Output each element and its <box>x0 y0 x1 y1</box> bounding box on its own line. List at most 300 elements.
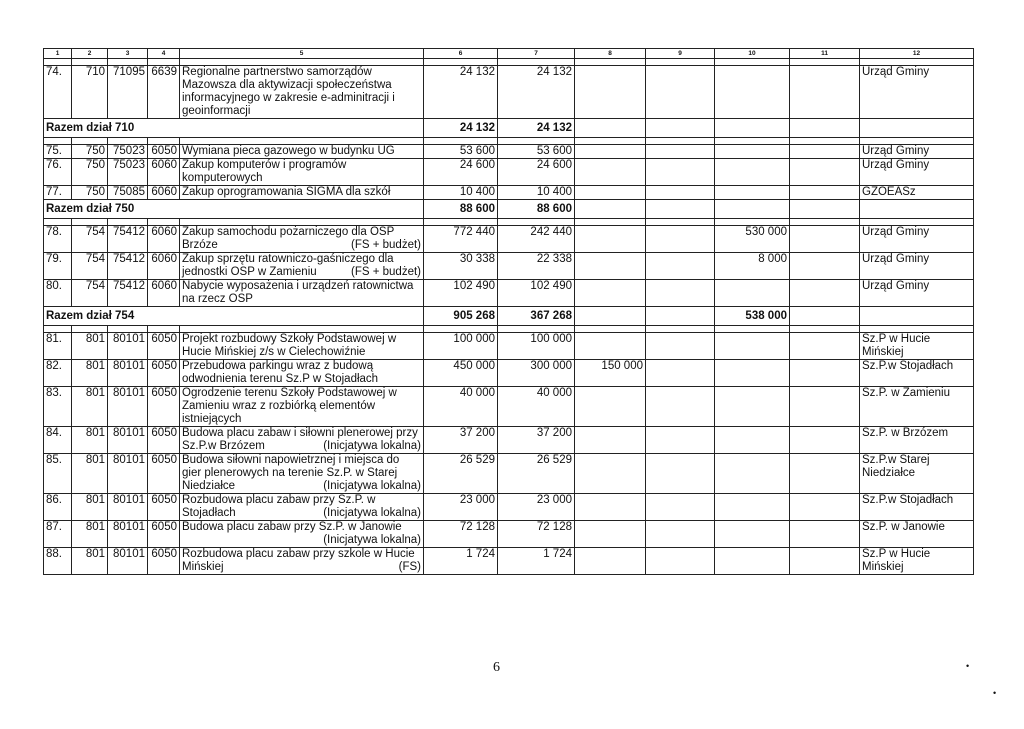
amount-col8 <box>575 145 646 159</box>
section-total-c9 <box>646 200 715 219</box>
table-row <box>44 226 974 253</box>
dot-mark: • <box>993 688 997 698</box>
rozdzial-cell: 80101 <box>108 454 148 494</box>
task-description <box>180 280 424 307</box>
amount-col9 <box>646 387 715 427</box>
column-number-header: 9 <box>646 49 715 59</box>
funding-note: (FS) <box>398 561 421 573</box>
amount-col8 <box>575 494 646 521</box>
amount-col9 <box>646 521 715 548</box>
paragraf-cell: 6639 <box>148 66 180 119</box>
row-lp: 84. <box>44 427 72 454</box>
paragraf-cell: 6050 <box>148 521 180 548</box>
amount-col8 <box>575 253 646 280</box>
spacer-cell <box>715 59 790 66</box>
section-total-col12 <box>860 307 974 326</box>
amount-col6: 72 128 <box>424 521 498 548</box>
amount-col7: 300 000 <box>498 360 575 387</box>
task-description <box>180 145 424 159</box>
table-row <box>44 548 974 575</box>
amount-col6: 23 000 <box>424 494 498 521</box>
dzial-cell: 750 <box>72 159 108 186</box>
spacer-cell <box>72 138 108 145</box>
task-description <box>180 226 424 253</box>
section-total-c9 <box>646 119 715 138</box>
spacer-cell <box>72 326 108 333</box>
column-number-header: 5 <box>180 49 424 59</box>
amount-col11 <box>790 66 860 119</box>
amount-col6: 450 000 <box>424 360 498 387</box>
paragraf-cell: 6050 <box>148 333 180 360</box>
dzial-cell: 801 <box>72 387 108 427</box>
rozdzial-cell: 75085 <box>108 186 148 200</box>
amount-col10 <box>715 494 790 521</box>
table-row <box>44 387 974 427</box>
section-total-c9 <box>646 307 715 326</box>
paragraf-cell: 6060 <box>148 253 180 280</box>
section-total-c6: 24 132 <box>424 119 498 138</box>
amount-col11 <box>790 521 860 548</box>
table-row <box>44 159 974 186</box>
section-total-c6: 88 600 <box>424 200 498 219</box>
spacer-cell <box>498 326 575 333</box>
rozdzial-cell: 71095 <box>108 66 148 119</box>
spacer-cell <box>108 326 148 333</box>
amount-col8 <box>575 226 646 253</box>
section-total-c8 <box>575 307 646 326</box>
responsible-unit: Urząd Gminy <box>860 159 974 186</box>
section-total-c7: 367 268 <box>498 307 575 326</box>
task-description <box>180 494 424 521</box>
spacer-cell <box>575 59 646 66</box>
row-lp: 87. <box>44 521 72 548</box>
amount-col11 <box>790 360 860 387</box>
amount-col6: 24 132 <box>424 66 498 119</box>
spacer-cell <box>108 219 148 226</box>
responsible-unit: Urząd Gminy <box>860 226 974 253</box>
column-number-header: 8 <box>575 49 646 59</box>
section-total-c8 <box>575 200 646 219</box>
amount-col9 <box>646 186 715 200</box>
spacer-cell <box>790 326 860 333</box>
dot-mark: • <box>966 661 970 671</box>
spacer-cell <box>44 219 72 226</box>
amount-col6: 30 338 <box>424 253 498 280</box>
rozdzial-cell: 80101 <box>108 333 148 360</box>
amount-col7: 242 440 <box>498 226 575 253</box>
dzial-cell: 801 <box>72 454 108 494</box>
amount-col9 <box>646 226 715 253</box>
amount-col11 <box>790 253 860 280</box>
amount-col10 <box>715 66 790 119</box>
amount-col6: 100 000 <box>424 333 498 360</box>
amount-col10 <box>715 145 790 159</box>
task-description-text: Regionalne partnerstwo samorządów Mazowsza dla aktywizacji społeczeństwa informacyjnego w zakresie e-adminitracji i geoinformacji <box>182 66 395 117</box>
section-total-c6: 905 268 <box>424 307 498 326</box>
amount-col9 <box>646 454 715 494</box>
funding-note: (Inicjatywa lokalna) <box>323 534 421 546</box>
rozdzial-cell: 75023 <box>108 159 148 186</box>
row-lp: 78. <box>44 226 72 253</box>
section-total-c10 <box>715 200 790 219</box>
section-total-label: Razem dział 710 <box>44 119 424 138</box>
spacer-cell <box>498 59 575 66</box>
table-row <box>44 427 974 454</box>
spacer-cell <box>148 138 180 145</box>
amount-col10 <box>715 333 790 360</box>
rozdzial-cell: 80101 <box>108 494 148 521</box>
amount-col8 <box>575 387 646 427</box>
amount-col7: 24 132 <box>498 66 575 119</box>
column-number-header: 7 <box>498 49 575 59</box>
row-lp: 77. <box>44 186 72 200</box>
dzial-cell: 801 <box>72 333 108 360</box>
amount-col6: 40 000 <box>424 387 498 427</box>
dzial-cell: 801 <box>72 360 108 387</box>
row-lp: 81. <box>44 333 72 360</box>
column-number-header: 4 <box>148 49 180 59</box>
section-total-row <box>44 307 974 326</box>
amount-col7: 102 490 <box>498 280 575 307</box>
amount-col8 <box>575 333 646 360</box>
spacer-cell <box>715 138 790 145</box>
rozdzial-cell: 80101 <box>108 548 148 575</box>
table-row <box>44 360 974 387</box>
responsible-unit: Sz.P. w Brzózem <box>860 427 974 454</box>
responsible-unit: Urząd Gminy <box>860 280 974 307</box>
amount-col8 <box>575 548 646 575</box>
spacer-cell <box>44 326 72 333</box>
dzial-cell: 754 <box>72 253 108 280</box>
amount-col11 <box>790 548 860 575</box>
row-lp: 76. <box>44 159 72 186</box>
section-total-col11 <box>790 119 860 138</box>
table-row <box>44 454 974 494</box>
responsible-unit: Urząd Gminy <box>860 253 974 280</box>
spacer-cell <box>860 326 974 333</box>
amount-col9 <box>646 494 715 521</box>
spacer-cell <box>180 326 424 333</box>
dzial-cell: 750 <box>72 186 108 200</box>
task-description <box>180 521 424 548</box>
spacer-cell <box>498 219 575 226</box>
section-total-c10 <box>715 119 790 138</box>
section-total-col12 <box>860 200 974 219</box>
task-description <box>180 66 424 119</box>
amount-col7: 72 128 <box>498 521 575 548</box>
table-row <box>44 186 974 200</box>
funding-note: (Inicjatywa lokalna) <box>323 440 421 452</box>
amount-col10: 530 000 <box>715 226 790 253</box>
row-lp: 74. <box>44 66 72 119</box>
amount-col8 <box>575 521 646 548</box>
amount-col9 <box>646 253 715 280</box>
task-description-text: Nabycie wyposażenia i urządzeń ratownictwa na rzecz OSP <box>182 280 414 305</box>
spacer-row <box>44 138 974 145</box>
amount-col7: 24 600 <box>498 159 575 186</box>
funding-note: (Inicjatywa lokalna) <box>323 480 421 492</box>
section-total-label: Razem dział 750 <box>44 200 424 219</box>
amount-col9 <box>646 548 715 575</box>
amount-col8 <box>575 159 646 186</box>
spacer-cell <box>148 326 180 333</box>
spacer-cell <box>424 138 498 145</box>
paragraf-cell: 6060 <box>148 186 180 200</box>
section-total-label: Razem dział 754 <box>44 307 424 326</box>
spacer-cell <box>646 326 715 333</box>
amount-col10 <box>715 186 790 200</box>
funding-note: (FS + budżet) <box>351 239 421 251</box>
paragraf-cell: 6060 <box>148 280 180 307</box>
amount-col11 <box>790 280 860 307</box>
spacer-cell <box>424 326 498 333</box>
amount-col8 <box>575 454 646 494</box>
spacer-cell <box>72 219 108 226</box>
table-row <box>44 280 974 307</box>
task-description-text: Projekt rozbudowy Szkoły Podstawowej w Hucie Mińskiej z/s w Cielechowiźnie <box>182 333 397 358</box>
task-description-text: Zakup sprzętu ratowniczo-gaśniczego dla jednostki OSP w Zamieniu <box>182 253 394 278</box>
amount-col7: 22 338 <box>498 253 575 280</box>
spacer-cell <box>860 59 974 66</box>
amount-col10 <box>715 360 790 387</box>
table-row <box>44 145 974 159</box>
spacer-cell <box>646 59 715 66</box>
spacer-cell <box>646 138 715 145</box>
column-number-header: 12 <box>860 49 974 59</box>
responsible-unit: GZOEASz <box>860 186 974 200</box>
spacer-cell <box>715 219 790 226</box>
paragraf-cell: 6050 <box>148 454 180 494</box>
spacer-cell <box>575 219 646 226</box>
amount-col8 <box>575 280 646 307</box>
spacer-cell <box>860 219 974 226</box>
spacer-cell <box>108 138 148 145</box>
header-row <box>44 49 974 59</box>
amount-col7: 26 529 <box>498 454 575 494</box>
section-total-col12 <box>860 119 974 138</box>
task-description-text: Rozbudowa placu zabaw przy szkole w Hucie Mińskiej <box>182 548 415 573</box>
amount-col6: 1 724 <box>424 548 498 575</box>
amount-col7: 40 000 <box>498 387 575 427</box>
amount-col6: 53 600 <box>424 145 498 159</box>
amount-col10 <box>715 427 790 454</box>
task-description <box>180 427 424 454</box>
dzial-cell: 801 <box>72 521 108 548</box>
responsible-unit: Urząd Gminy <box>860 145 974 159</box>
task-description-text: Budowa siłowni napowietrznej i miejsca do gier plenerowych na terenie Sz.P. w Starej Niedziałce <box>182 454 400 492</box>
task-description-text: Zakup komputerów i programów komputerowych <box>182 159 347 184</box>
section-total-row <box>44 119 974 138</box>
page-number: 6 <box>493 660 500 675</box>
amount-col11 <box>790 494 860 521</box>
spacer-cell <box>148 59 180 66</box>
spacer-cell <box>790 138 860 145</box>
task-description-text: Zakup oprogramowania SIGMA dla szkół <box>182 186 391 198</box>
responsible-unit: Sz.P.w Stojadłach <box>860 494 974 521</box>
amount-col6: 26 529 <box>424 454 498 494</box>
section-total-c8 <box>575 119 646 138</box>
amount-col6: 37 200 <box>424 427 498 454</box>
row-lp: 79. <box>44 253 72 280</box>
spacer-row <box>44 219 974 226</box>
spacer-row <box>44 326 974 333</box>
paragraf-cell: 6050 <box>148 145 180 159</box>
amount-col6: 24 600 <box>424 159 498 186</box>
spacer-cell <box>180 59 424 66</box>
paragraf-cell: 6050 <box>148 548 180 575</box>
column-number-header: 6 <box>424 49 498 59</box>
spacer-cell <box>424 219 498 226</box>
amount-col9 <box>646 145 715 159</box>
spacer-cell <box>44 138 72 145</box>
row-lp: 85. <box>44 454 72 494</box>
dzial-cell: 754 <box>72 226 108 253</box>
task-description <box>180 253 424 280</box>
responsible-unit: Urząd Gminy <box>860 66 974 119</box>
section-total-row <box>44 200 974 219</box>
column-number-header: 2 <box>72 49 108 59</box>
rozdzial-cell: 80101 <box>108 360 148 387</box>
responsible-unit: Sz.P.w Stojadłach <box>860 360 974 387</box>
spacer-cell <box>498 138 575 145</box>
task-description <box>180 548 424 575</box>
paragraf-cell: 6050 <box>148 494 180 521</box>
responsible-unit: Sz.P.w Starej Niedziałce <box>860 454 974 494</box>
amount-col7: 100 000 <box>498 333 575 360</box>
amount-col10 <box>715 280 790 307</box>
rozdzial-cell: 75023 <box>108 145 148 159</box>
task-description <box>180 186 424 200</box>
amount-col8: 150 000 <box>575 360 646 387</box>
funding-note: (Inicjatywa lokalna) <box>323 507 421 519</box>
amount-col11 <box>790 226 860 253</box>
spacer-cell <box>715 326 790 333</box>
rozdzial-cell: 80101 <box>108 521 148 548</box>
spacer-cell <box>72 59 108 66</box>
dzial-cell: 710 <box>72 66 108 119</box>
amount-col8 <box>575 66 646 119</box>
spacer-row <box>44 59 974 66</box>
column-number-header: 11 <box>790 49 860 59</box>
spacer-cell <box>108 59 148 66</box>
spacer-cell <box>790 219 860 226</box>
dzial-cell: 754 <box>72 280 108 307</box>
rozdzial-cell: 75412 <box>108 253 148 280</box>
table-row <box>44 494 974 521</box>
responsible-unit: Sz.P. w Zamieniu <box>860 387 974 427</box>
amount-col7: 37 200 <box>498 427 575 454</box>
amount-col7: 1 724 <box>498 548 575 575</box>
row-lp: 86. <box>44 494 72 521</box>
amount-col8 <box>575 186 646 200</box>
amount-col9 <box>646 427 715 454</box>
column-number-header: 10 <box>715 49 790 59</box>
paragraf-cell: 6060 <box>148 159 180 186</box>
spacer-cell <box>424 59 498 66</box>
column-number-header: 1 <box>44 49 72 59</box>
table-row <box>44 333 974 360</box>
spacer-cell <box>575 138 646 145</box>
amount-col9 <box>646 360 715 387</box>
table-row <box>44 66 974 119</box>
amount-col10 <box>715 159 790 186</box>
amount-col9 <box>646 159 715 186</box>
task-description-text: Zakup samochodu pożarniczego dla OSP Brzóze <box>182 226 395 251</box>
amount-col6: 102 490 <box>424 280 498 307</box>
table-row <box>44 253 974 280</box>
dzial-cell: 801 <box>72 427 108 454</box>
amount-col11 <box>790 427 860 454</box>
amount-col10 <box>715 454 790 494</box>
table-body <box>44 49 974 575</box>
spacer-cell <box>646 219 715 226</box>
task-description-text: Wymiana pieca gazowego w budynku UG <box>182 145 395 157</box>
amount-col8 <box>575 427 646 454</box>
responsible-unit: Sz.P. w Janowie <box>860 521 974 548</box>
amount-col11 <box>790 333 860 360</box>
amount-col9 <box>646 66 715 119</box>
spacer-cell <box>180 219 424 226</box>
task-description-text: Rozbudowa placu zabaw przy Sz.P. w Stojadłach <box>182 494 376 519</box>
spacer-cell <box>575 326 646 333</box>
row-lp: 83. <box>44 387 72 427</box>
row-lp: 82. <box>44 360 72 387</box>
budget-table <box>43 48 974 575</box>
amount-col9 <box>646 333 715 360</box>
section-total-c7: 24 132 <box>498 119 575 138</box>
spacer-cell <box>148 219 180 226</box>
amount-col7: 53 600 <box>498 145 575 159</box>
task-description-text: Przebudowa parkingu wraz z budową odwodnienia terenu Sz.P w Stojadłach <box>182 360 379 385</box>
dzial-cell: 750 <box>72 145 108 159</box>
dzial-cell: 801 <box>72 494 108 521</box>
funding-note: (FS + budżet) <box>351 266 421 278</box>
responsible-unit: Sz.P w Hucie Mińskiej <box>860 548 974 575</box>
task-description <box>180 333 424 360</box>
rozdzial-cell: 75412 <box>108 226 148 253</box>
table-row <box>44 521 974 548</box>
amount-col11 <box>790 387 860 427</box>
paragraf-cell: 6050 <box>148 427 180 454</box>
rozdzial-cell: 80101 <box>108 427 148 454</box>
task-description <box>180 360 424 387</box>
amount-col10 <box>715 387 790 427</box>
amount-col7: 23 000 <box>498 494 575 521</box>
task-description-text: Budowa placu zabaw przy Sz.P. w Janowie <box>182 521 402 533</box>
column-number-header: 3 <box>108 49 148 59</box>
amount-col6: 10 400 <box>424 186 498 200</box>
rozdzial-cell: 75412 <box>108 280 148 307</box>
rozdzial-cell: 80101 <box>108 387 148 427</box>
amount-col6: 772 440 <box>424 226 498 253</box>
spacer-cell <box>180 138 424 145</box>
task-description-text: Ogrodzenie terenu Szkoły Podstawowej w Zamieniu wraz z rozbiórką elementów istniejących <box>182 387 397 425</box>
amount-col11 <box>790 145 860 159</box>
amount-col11 <box>790 159 860 186</box>
responsible-unit: Sz.P w Hucie Mińskiej <box>860 333 974 360</box>
row-lp: 88. <box>44 548 72 575</box>
amount-col10: 8 000 <box>715 253 790 280</box>
section-total-c10: 538 000 <box>715 307 790 326</box>
task-description-text: Budowa placu zabaw i siłowni plenerowej przy Sz.P.w Brzózem <box>182 427 418 452</box>
spacer-cell <box>44 59 72 66</box>
amount-col11 <box>790 186 860 200</box>
section-total-col11 <box>790 200 860 219</box>
section-total-col11 <box>790 307 860 326</box>
amount-col7: 10 400 <box>498 186 575 200</box>
paragraf-cell: 6060 <box>148 226 180 253</box>
section-total-c7: 88 600 <box>498 200 575 219</box>
